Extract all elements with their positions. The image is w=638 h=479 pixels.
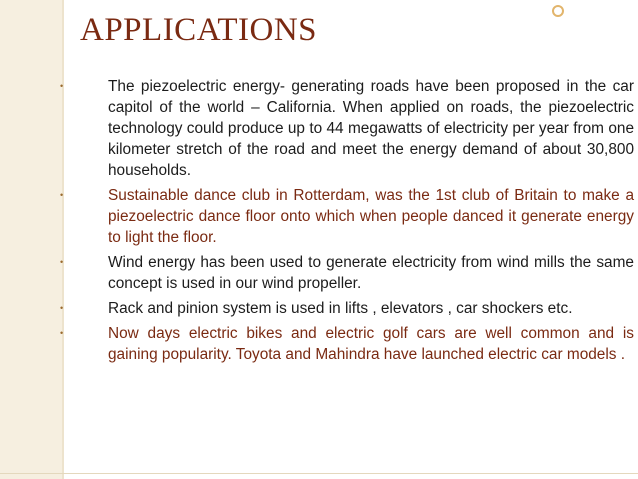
left-decorative-band <box>0 0 62 479</box>
slide-title: APPLICATIONS <box>80 12 318 48</box>
bullet-item <box>60 76 634 181</box>
bullet-dot-icon: • <box>60 81 64 91</box>
bullet-item <box>60 185 634 248</box>
bullet-item <box>60 323 634 365</box>
bullet-dot-icon: • <box>60 257 64 267</box>
bullet-text: Rack and pinion system is used in lifts , elevators , car shockers etc. <box>108 300 573 317</box>
ring-ornament-icon <box>552 5 564 17</box>
bullet-item <box>60 252 634 294</box>
bullet-text: Wind energy has been used to generate electricity from wind mills the same concept is used in our wind propeller. <box>108 254 634 292</box>
bullet-text: The piezoelectric energy- generating roads have been proposed in the car capitol of the world – California. When applied on roads, the piezoelectric technology could produce up to 44 megawatts of electricity per year from one kilometer stretch of the road and meet the energy demand of about 30,800 households. <box>108 78 634 179</box>
bullet-dot-icon: • <box>60 303 64 313</box>
bullet-dot-icon: • <box>60 328 64 338</box>
bottom-divider-rule <box>0 473 638 474</box>
bullet-item <box>60 298 634 319</box>
bullet-dot-icon: • <box>60 190 64 200</box>
bullet-text: Sustainable dance club in Rotterdam, was the 1st club of Britain to make a piezoelectric dance floor onto which when people danced it generate energy to light the floor. <box>108 187 634 246</box>
bullet-text: Now days electric bikes and electric golf cars are well common and is gaining popularity. Toyota and Mahindra have launched electric car models . <box>108 325 634 363</box>
bullet-list <box>60 76 634 369</box>
